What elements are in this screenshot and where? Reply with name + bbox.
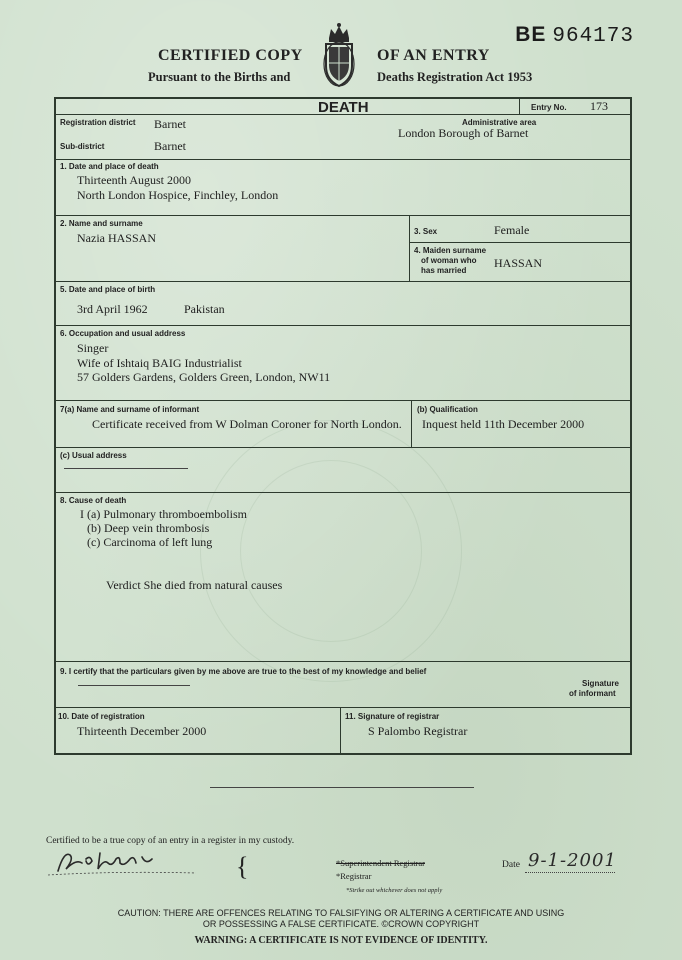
divider [519,97,520,114]
divider [54,400,632,401]
field-6-value [77,341,330,385]
field-4-label-1: 4. Maiden surname [414,246,487,255]
divider [54,215,632,216]
registrar-option: *Registrar [336,871,372,881]
cause-1c: (c) Carcinoma of left lung [87,535,213,549]
occupation-value: Singer [77,341,109,355]
cause-1b: (b) Deep vein thrombosis [87,521,210,535]
date-label: Date [502,860,520,870]
sex-value: Female [494,223,530,237]
divider [340,707,341,755]
field-4-label-2: of woman who [421,256,477,265]
brace-symbol: { [236,852,249,881]
divider [409,215,410,281]
identity-warning: WARNING: A CERTIFICATE IS NOT EVIDENCE OF IDENTITY. [194,935,488,946]
handwritten-date: 9-1-2001 [528,850,617,871]
date-line [525,872,615,873]
field-4-label-3: has married [421,266,467,275]
death-date: Thirteenth August 2000 [77,173,191,187]
registration-district-value: Barnet [154,117,186,131]
subtitle-left: Pursuant to the Births and [148,70,291,84]
divider [411,400,412,447]
registration-district-label: Registration district [60,118,136,127]
caution-line-1: CAUTION: THERE ARE OFFENCES RELATING TO FALSIFYING OR ALTERING A CERTIFICATE AND USING [117,908,565,918]
serial-prefix: BE [515,23,547,46]
title-right: OF AN ENTRY [377,47,490,64]
entry-no-value: 173 [590,99,608,113]
divider [54,661,632,662]
form-title: DEATH [318,99,369,116]
divider [54,325,632,326]
field-7b-label: (b) Qualification [417,405,478,414]
subtitle-right: Deaths Registration Act 1953 [377,70,533,84]
caution-line-2: OR POSSESSING A FALSE CERTIFICATE. ©CROWN COPYRIGHT [202,919,480,929]
certified-statement: Certified to be a true copy of an entry in a register in my custody. [46,836,295,846]
field-8-label: 8. Cause of death [60,496,127,505]
birth-place-value: Pakistan [184,302,225,316]
royal-crest-icon [318,22,360,92]
cause-1a: I (a) Pulmonary thromboembolism [80,507,247,521]
verdict-value: Verdict She died from natural causes [106,578,283,592]
divider [54,281,632,282]
name-value: Nazia HASSAN [77,231,156,245]
divider [54,159,632,160]
divider [409,242,632,243]
field-7c-label: (c) Usual address [60,451,127,460]
informant-signature-line [78,685,190,686]
field-7a-label: 7(a) Name and surname of informant [60,405,200,414]
field-1-value [77,173,278,202]
signature-label-2: of informant [569,689,616,698]
serial-number [515,22,634,48]
divider [54,447,632,448]
serial-digits: 964173 [552,25,634,48]
divider [54,492,632,493]
divider [54,707,632,708]
registration-date-value: Thirteenth December 2000 [77,724,207,738]
qualification-value: Inquest held 11th December 2000 [422,417,585,431]
address-value: 57 Golders Gardens, Golders Green, London, NW11 [77,370,331,384]
superintendent-registrar-option: *Superintendent Registrar [336,858,425,868]
administrative-area-value: London Borough of Barnet [398,126,529,140]
field-1-label: 1. Date and place of death [60,162,159,171]
sub-district-value: Barnet [154,139,186,153]
informant-value: Certificate received from W Dolman Coroner for North London. [92,417,402,431]
field-9-label: 9. I certify that the particulars given by me above are true to the best of my knowledge and belief [60,667,427,676]
signature-label-1: Signature [582,679,619,688]
death-place: North London Hospice, Finchley, London [77,187,279,202]
birth-date-value: 3rd April 1962 [77,302,148,316]
usual-address-line [64,468,188,469]
registrar-signature-icon [46,845,196,877]
entry-no-label: Entry No. [531,103,567,112]
separator-line [210,787,474,788]
strike-out-note: *Strike out whichever does not apply [346,887,443,894]
field-5-label: 5. Date and place of birth [60,285,156,294]
maiden-surname-value: HASSAN [494,256,543,270]
registrar-signature-value: S Palombo Registrar [368,724,468,738]
field-11-label: 11. Signature of registrar [345,712,440,721]
title-left: CERTIFIED COPY [158,47,303,64]
spouse-value: Wife of Ishtaiq BAIG Industrialist [77,355,242,370]
field-2-label: 2. Name and surname [60,219,143,228]
sub-district-label: Sub-district [60,142,105,151]
field-6-label: 6. Occupation and usual address [60,329,186,338]
field-3-label: 3. Sex [414,227,438,236]
administrative-area-label: Administrative area [462,118,537,127]
field-10-label: 10. Date of registration [58,712,145,721]
